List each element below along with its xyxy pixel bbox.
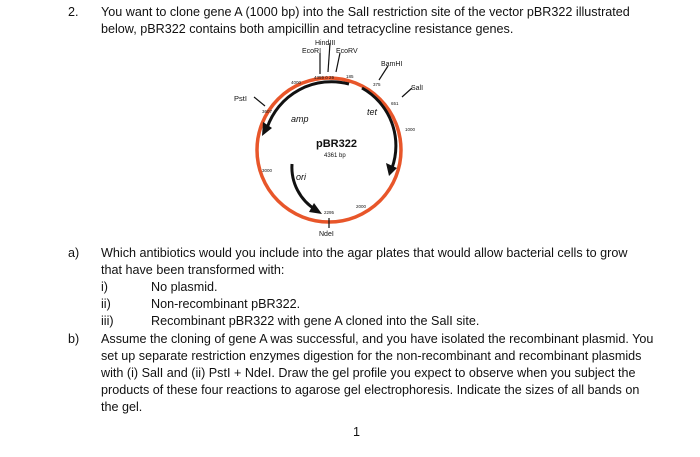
tet-arrow-arc xyxy=(362,88,396,168)
psti-tick xyxy=(254,97,265,106)
ecori-position: 4359 0 29 xyxy=(314,75,335,80)
item-ii-text: Non-recombinant pBR322. xyxy=(151,297,301,311)
item-iii-number: iii) xyxy=(101,314,114,328)
tick-1000: 1000 xyxy=(405,127,416,132)
item-i-text: No plasmid. xyxy=(151,280,218,294)
part-b-label: b) xyxy=(68,332,80,346)
ecorv-label: EcoRV xyxy=(336,48,358,55)
item-ii-number: ii) xyxy=(101,297,111,311)
part-a-label: a) xyxy=(68,246,80,260)
psti-position: 3607 xyxy=(262,109,273,114)
tick-2000: 2000 xyxy=(356,204,367,209)
hindiii-label: HindIII xyxy=(315,40,336,47)
question-text-line-1: You want to clone gene A (1000 bp) into the SalI restriction site of the vector pBR322 illustrated xyxy=(101,5,630,19)
ori-label: ori xyxy=(296,172,307,182)
item-iii-text: Recombinant pBR322 with gene A cloned into the SalI site. xyxy=(151,314,480,328)
ori-arrow-arc xyxy=(292,164,316,210)
ndei-label: NdeI xyxy=(319,231,334,238)
psti-label: PstI xyxy=(234,94,247,103)
bamhi-label: BamHI xyxy=(381,61,403,68)
question-text-line-2: below, pBR322 contains both ampicillin and tetracycline resistance genes. xyxy=(101,22,514,36)
tick-4000: 4000 xyxy=(291,80,302,85)
ecori-label: EcoRI xyxy=(302,48,322,55)
part-b-line-1: Assume the cloning of gene A was successful, and you have isolated the recombinant plasmid. You xyxy=(101,332,654,346)
part-b-line-5: the gel. xyxy=(101,400,143,414)
hindiii-tick xyxy=(328,43,330,72)
ecorv-position: 185 xyxy=(346,74,354,79)
part-b-line-4: products of these four reactions to agarose gel electrophoresis. Indicate the sizes of all bands on xyxy=(101,383,640,397)
plasmid-name: pBR322 xyxy=(316,138,357,150)
sali-label: SalI xyxy=(411,85,424,92)
amp-gene-label: amp xyxy=(291,114,309,124)
question-number: 2. xyxy=(68,5,79,19)
bamhi-tick xyxy=(379,66,388,80)
part-a-line-2: that have been transformed with: xyxy=(101,263,285,277)
ecorv-tick xyxy=(336,53,340,72)
part-b-line-3: with (i) SalI and (ii) PstI + NdeI. Draw the gel profile you expect to observe when you subject the xyxy=(101,366,636,380)
ndei-position: 2295 xyxy=(324,210,335,215)
item-i-number: i) xyxy=(101,280,108,294)
page-number: 1 xyxy=(353,425,361,439)
sali-position: 651 xyxy=(391,101,399,106)
part-b-line-2: set up separate restriction enzymes digestion for the non-recombinant and recombinant plasmids xyxy=(101,349,642,363)
part-a-line-1: Which antibiotics would you include into the agar plates that would allow bacterial cells to grow xyxy=(101,246,628,260)
bamhi-position: 375 xyxy=(373,82,381,87)
plasmid-size: 4361 bp xyxy=(324,153,346,159)
tet-gene-label: tet xyxy=(367,107,378,117)
tick-3000: 3000 xyxy=(262,168,273,173)
